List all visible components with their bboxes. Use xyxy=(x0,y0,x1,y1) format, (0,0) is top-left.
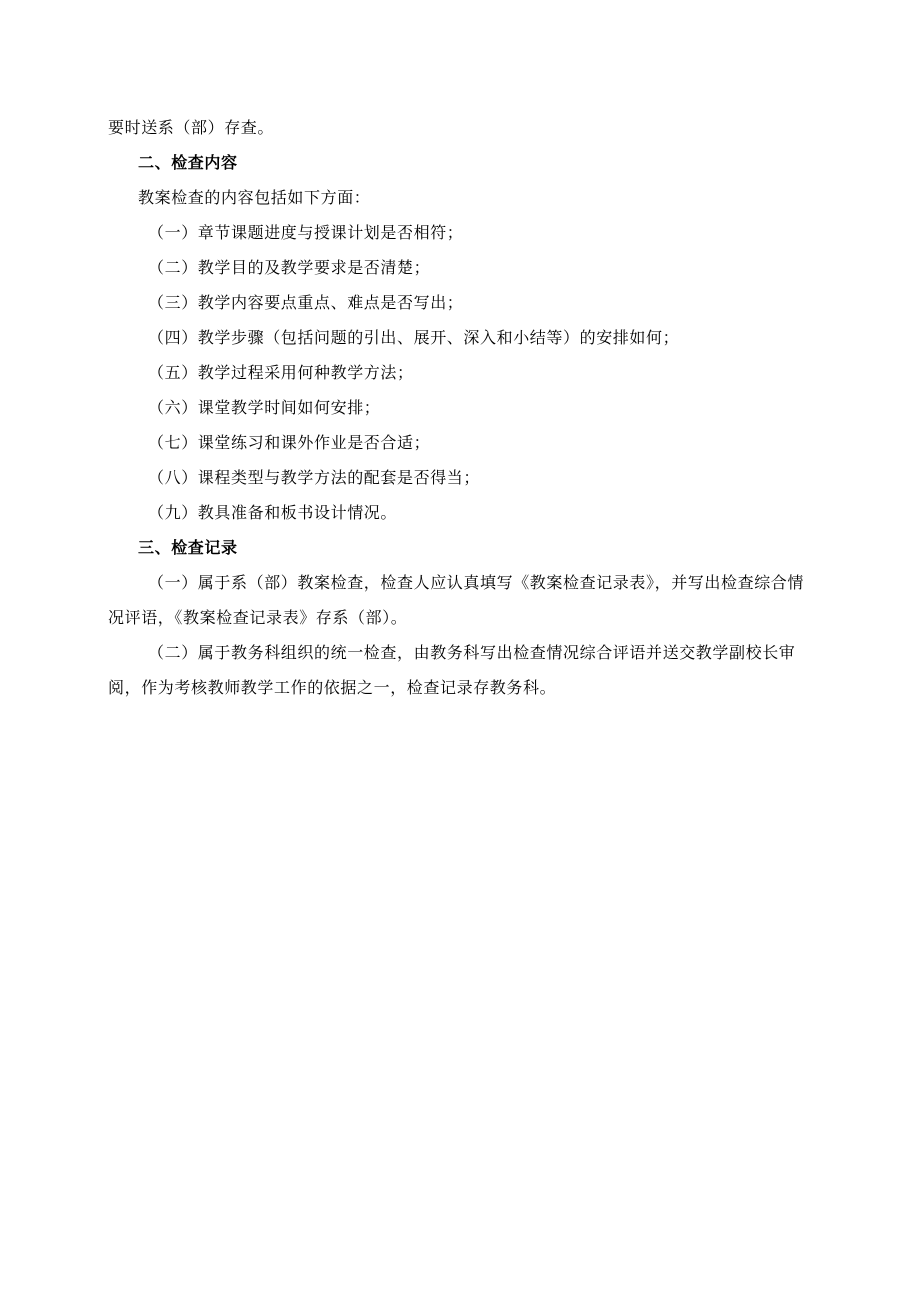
section-intro: 教案检查的内容包括如下方面： xyxy=(138,188,371,207)
list-item: （一）章节课题进度与授课计划是否相符； xyxy=(148,223,464,242)
section-heading-inspection-content: 二、检查内容 xyxy=(138,153,238,172)
continuation-text: 要时送系（部）存查。 xyxy=(108,118,275,137)
list-item: （八）课程类型与教学方法的配套是否得当； xyxy=(148,468,481,487)
body-paragraph: （一）属于系（部）教案检查，检查人应认真填写《教案检查记录表》，并写出检查综合情况评语，《教案检查记录表》存系（部）。 xyxy=(108,573,805,627)
list-item: （九）教具准备和板书设计情况。 xyxy=(148,503,398,522)
list-item: （四）教学步骤（包括问题的引出、展开、深入和小结等）的安排如何； xyxy=(148,328,680,347)
section-heading-inspection-record: 三、检查记录 xyxy=(138,538,238,557)
body-paragraph: （二）属于教务科组织的统一检查，由教务科写出检查情况综合评语并送交教学副校长审阅，作为考核教师教学工作的依据之一，检查记录存教务科。 xyxy=(108,643,796,697)
list-item: （七）课堂练习和课外作业是否合适； xyxy=(148,433,431,452)
list-item: （五）教学过程采用何种教学方法； xyxy=(148,363,414,382)
list-item: （三）教学内容要点重点、难点是否写出； xyxy=(148,293,464,312)
list-item: （六）课堂教学时间如何安排； xyxy=(148,398,381,417)
list-item: （二）教学目的及教学要求是否清楚； xyxy=(148,258,431,277)
